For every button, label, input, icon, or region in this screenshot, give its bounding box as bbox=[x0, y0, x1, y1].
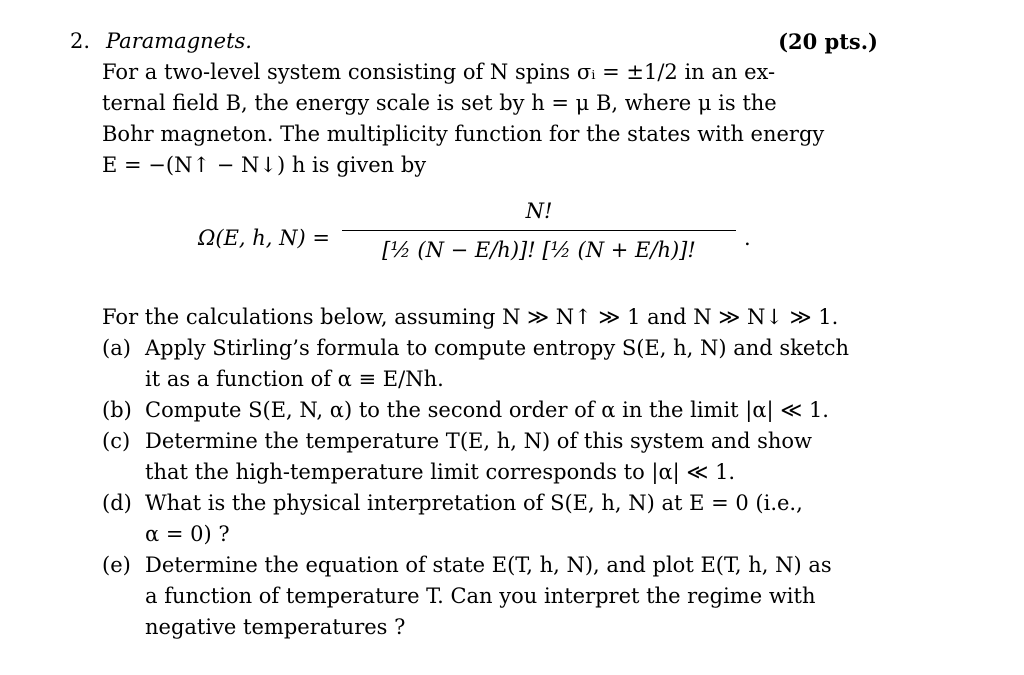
part-line: Determine the equation of state E(T, h, N), and plot E(T, h, N) as bbox=[145, 553, 832, 577]
intro-line: E = −(N↑ − N↓) h is given by bbox=[102, 153, 427, 177]
part-line: Compute S(E, N, α) to the second order of α in the limit |α| ≪ 1. bbox=[145, 398, 829, 422]
equation-lhs: Ω(E, h, N) = bbox=[198, 226, 330, 250]
part-line: a function of temperature T. Can you interpret the regime with bbox=[145, 584, 816, 608]
part-line: that the high-temperature limit corresponds to |α| ≪ 1. bbox=[145, 460, 736, 484]
problem-header bbox=[70, 26, 880, 57]
problem-number: 2. bbox=[70, 29, 91, 53]
part-e bbox=[102, 550, 880, 643]
equation-numerator: N! bbox=[525, 199, 553, 223]
intro-line: ternal field B, the energy scale is set by h = μ B, where μ is the bbox=[102, 91, 777, 115]
assumption-text: For the calculations below, assuming N ≫ N↑ ≫ 1 and N ≫ N↓ ≫ 1. bbox=[102, 305, 839, 329]
part-line: Apply Stirling’s formula to compute entropy S(E, h, N) and sketch bbox=[145, 336, 850, 360]
part-line: negative temperatures ? bbox=[145, 615, 406, 639]
equation-fraction bbox=[342, 196, 736, 266]
part-label: (a) bbox=[102, 336, 131, 360]
fraction-bar bbox=[342, 230, 736, 231]
equation-denominator: [½ (N − E/h)]! [½ (N + E/h)]! bbox=[382, 238, 696, 262]
intro-line: Bohr magneton. The multiplicity function for the states with energy bbox=[102, 122, 825, 146]
problem-parts bbox=[102, 302, 880, 643]
problem-points: (20 pts.) bbox=[778, 29, 878, 54]
part-line: What is the physical interpretation of S(E, h, N) at E = 0 (i.e., bbox=[145, 491, 803, 515]
multiplicity-equation bbox=[102, 190, 880, 286]
part-line: α = 0) ? bbox=[145, 522, 230, 546]
part-d bbox=[102, 488, 880, 550]
problem-block bbox=[70, 26, 880, 643]
part-a bbox=[102, 333, 880, 395]
part-label: (e) bbox=[102, 553, 131, 577]
problem-title: Paramagnets. bbox=[106, 29, 252, 53]
part-label: (d) bbox=[102, 491, 132, 515]
equation-period: . bbox=[744, 226, 751, 250]
part-line: Determine the temperature T(E, h, N) of this system and show bbox=[145, 429, 812, 453]
intro-line: For a two-level system consisting of N spins σᵢ = ±1/2 in an ex- bbox=[102, 60, 776, 84]
part-label: (c) bbox=[102, 429, 131, 453]
part-b bbox=[102, 395, 880, 426]
part-label: (b) bbox=[102, 398, 132, 422]
problem-intro bbox=[102, 57, 880, 181]
part-line: it as a function of α ≡ E/Nh. bbox=[145, 367, 444, 391]
part-c bbox=[102, 426, 880, 488]
